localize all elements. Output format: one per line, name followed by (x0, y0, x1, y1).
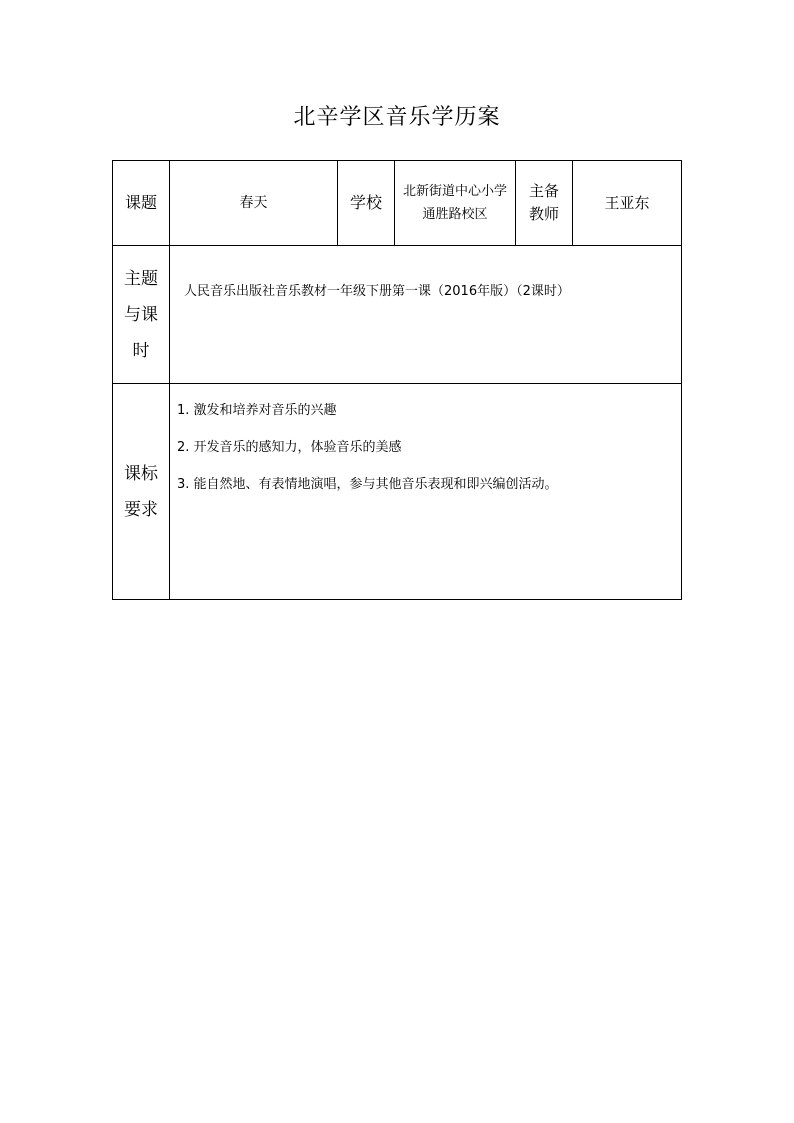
topic-label: 主题与课时 (124, 268, 158, 361)
teacher-value: 王亚东 (573, 161, 682, 246)
requirement-list (170, 384, 681, 495)
table-row-standards (113, 384, 682, 600)
standard-label-cell (113, 384, 170, 600)
school-label: 学校 (338, 161, 395, 246)
standard-label: 课标要求 (124, 463, 158, 520)
topic-value: 人民音乐出版社音乐教材一年级下册第一课（2016年版）（2课时） (184, 284, 570, 299)
document-title: 北辛学区音乐学历案 (293, 105, 501, 130)
lesson-value: 春天 (170, 161, 338, 246)
topic-label-cell (113, 246, 170, 384)
lesson-label: 课题 (113, 161, 170, 246)
requirement-item: 1. 激发和培养对音乐的兴趣 (177, 403, 337, 418)
table-row-lesson (113, 161, 682, 246)
teacher-label: 主备教师 (516, 161, 573, 246)
school-value: 北新街道中心小学通胜路校区 (395, 161, 516, 246)
topic-value-cell (170, 246, 682, 384)
standard-value-cell (170, 384, 682, 600)
requirement-item: 2. 开发音乐的感知力，体验音乐的美感 (177, 440, 402, 455)
table-row-topic (113, 246, 682, 384)
requirement-item: 3. 能自然地、有表情地演唱，参与其他音乐表现和即兴编创活动。 (177, 477, 558, 492)
lesson-info-table (112, 160, 682, 600)
